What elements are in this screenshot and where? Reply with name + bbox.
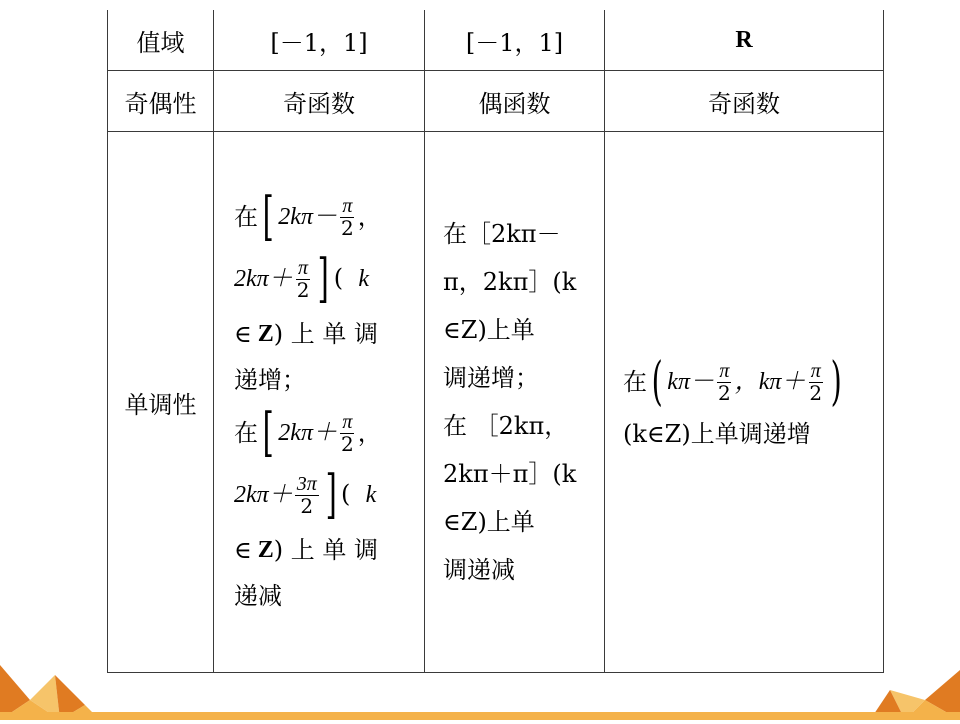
left-bracket: [: [262, 403, 274, 463]
sin-dec-line3: ∈ Z ) 上 单 调: [234, 535, 379, 564]
parity-label: 奇偶性: [108, 71, 214, 132]
parity-cos: 偶函数: [425, 71, 605, 132]
monotonicity-sin: [214, 132, 425, 673]
right-bracket: ]: [325, 465, 337, 525]
cos-line4: 调递增；: [443, 364, 539, 392]
footer-ornament-left: [0, 655, 100, 720]
parity-sin: 奇函数: [214, 71, 425, 132]
cos-line5: 在 ［2kπ，: [443, 412, 569, 440]
pi-over-2: $\frac{\pi}{2}$: [717, 359, 731, 405]
left-bracket: [: [262, 187, 274, 247]
sin-inc-line1: 在 [ 2kπ－ $\frac{\pi}{2}$ ，: [234, 187, 382, 247]
sin-inc-line4: 递增；: [234, 365, 306, 394]
pi-over-2: $\frac{\pi}{2}$: [340, 194, 354, 240]
monotonicity-cos: [425, 132, 605, 673]
sin-dec-line2: 2kπ＋ $\frac{3\pi}{2}$ ] ( k: [234, 465, 377, 525]
monotonicity-tan: [605, 132, 884, 673]
tan-prefix: 在: [623, 367, 647, 396]
row-range: [108, 10, 884, 71]
pi-over-2: $\frac{\pi}{2}$: [296, 256, 310, 302]
tan-a: kπ－: [667, 368, 714, 395]
row-parity: [108, 71, 884, 132]
tan-line2: (k∈Z)上单调递增: [623, 420, 811, 448]
triangle-pattern-left: [0, 655, 100, 720]
range-tan: R: [605, 10, 884, 71]
cos-line8: 调递减: [443, 556, 515, 584]
pi-over-2: $\frac{\pi}{2}$: [809, 359, 823, 405]
footer-bar: [0, 712, 960, 720]
tan-b: ，kπ＋: [734, 368, 806, 395]
monotonicity-label: 单调性: [108, 132, 214, 673]
sin-inc-a: 2kπ－: [278, 203, 337, 230]
sin-inc-prefix: 在: [234, 202, 258, 231]
sin-dec-line4: 递减: [234, 581, 282, 610]
right-paren: ): [830, 352, 842, 412]
sin-dec-line1: 在 [ 2kπ＋ $\frac{\pi}{2}$ ，: [234, 403, 382, 463]
sin-inc-line2: 2kπ＋ $\frac{\pi}{2}$ ] ( k: [234, 249, 369, 309]
cos-line3: ∈Z)上单: [443, 316, 535, 344]
cos-line2: π，2kπ］(k: [443, 268, 577, 296]
cos-line1: 在［2kπ－: [443, 220, 561, 248]
row-monotonicity: [108, 132, 884, 673]
pi-over-2: $\frac{\pi}{2}$: [340, 410, 354, 456]
cos-line7: ∈Z)上单: [443, 508, 535, 536]
range-cos: [－1，1]: [425, 10, 605, 71]
tan-line1: [623, 350, 883, 414]
right-bracket: ]: [317, 249, 330, 309]
sin-inc-b: 2kπ＋: [234, 265, 293, 292]
range-label: 值域: [108, 10, 214, 71]
left-paren: (: [651, 352, 663, 412]
three-pi-over-2: $\frac{3\pi}{2}$: [296, 472, 317, 518]
cos-line6: 2kπ＋π］(k: [443, 460, 577, 488]
parity-tan: 奇函数: [605, 71, 884, 132]
sin-inc-line3: ∈ Z ) 上 单 调: [234, 319, 379, 348]
range-sin: [－1，1]: [214, 10, 425, 71]
trig-properties-table: [107, 10, 884, 673]
